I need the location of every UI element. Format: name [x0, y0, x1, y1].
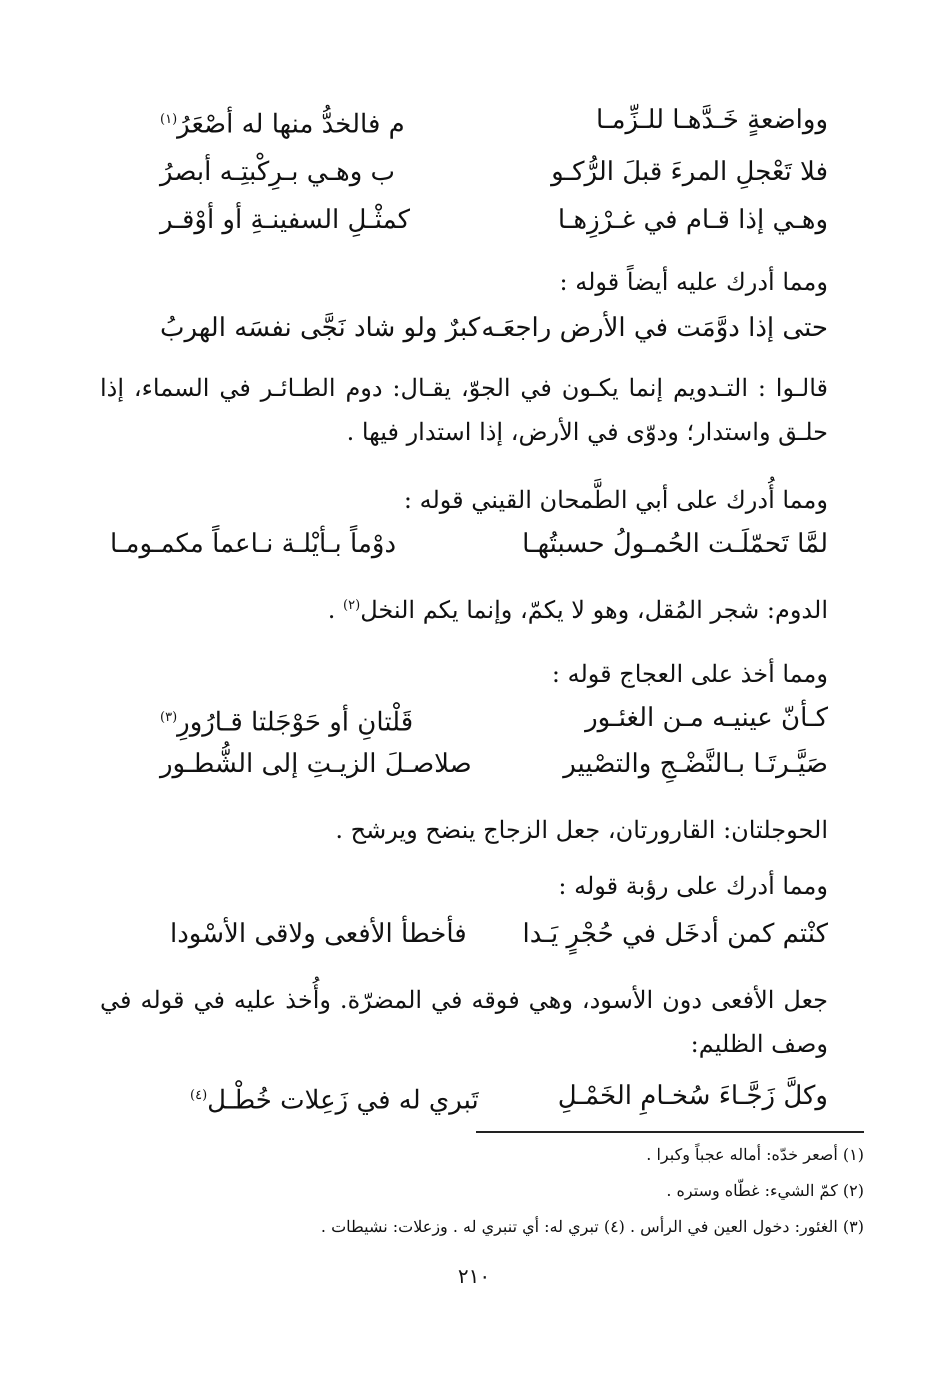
verse-hemistich-1: كـأنّ عينيـه مـن الغئـور	[585, 703, 828, 733]
verse-hemistich-2: ب وهـي بـرِكْبتِـه أبصرُ	[160, 157, 396, 187]
footnote: (٣) الغئور: دخول العين في الرأس . (٤) تبري له: أي تنبري له . وزعلات: نشيطات .	[320, 1217, 864, 1236]
verse-hemistich-2: صلاصـلَ الزيـتِ إلى الشُّطـور	[160, 749, 472, 779]
definition-line: الحوجلتان: القارورتان، جعل الزجاج ينضح ويرشح .	[335, 816, 828, 844]
intro-line: ومما أخذ على العجاج قوله :	[551, 660, 828, 688]
verse-hemistich-1: صَيَّـرتَـا بـالنَّضْـجِ والتصْيير	[563, 749, 828, 779]
verse-line	[160, 306, 828, 350]
commentary-paragraph: قالـوا : التـدويم إنما يكـون في الجوّ، يقـال: دوم الطـائـر في السماء، إذا حلـق واستدار؛ ودوّى في الأرض، إذا استدار فيها .	[100, 374, 828, 446]
footnote-marker: (٤)	[190, 1088, 208, 1103]
verse-line	[190, 1074, 828, 1123]
definition-line: الدوم: شجر المُقل، وهو لا يكمّ، وإنما يكم النخل$^{(٢)}$ .	[327, 596, 828, 624]
verse-line	[160, 742, 828, 786]
verse-hemistich-2: م فالخدُّ منها له أصْعَرُ$^{(١)}$	[160, 109, 405, 140]
verse-hemistich-1: فلا تَعْجلِ المرءَ قبلَ الرُّكـو	[551, 157, 828, 187]
verse-hemistich-2: قَلْتانِ أو حَوْجَلتا قـارُورِ$^{(٣)}$	[160, 707, 414, 738]
commentary-paragraph: جعل الأفعى دون الأسود، وهي فوقه في المضرّة. وأُخذ عليه في قوله في وصف الظليم:	[100, 986, 828, 1058]
intro-line: ومما أدرك عليه أيضاً قوله :	[559, 268, 828, 296]
verse-line	[160, 198, 828, 242]
verse-line	[110, 522, 828, 566]
verse-hemistich-1: وكلَّ زَجَّـاءَ سُخـامِ الخَمْـلِ	[557, 1081, 828, 1111]
verse-hemistich-2: كمثْـلِ السفينـةِ أو أوْقـر	[160, 205, 411, 235]
intro-line: ومما أُدرك على أبي الطَّمحان القيني قوله :	[403, 486, 828, 514]
verse-hemistich-2: تَبري له في زَعِلات خُطْـل$^{(٤)}$	[190, 1085, 479, 1116]
footnote-divider	[476, 1131, 864, 1133]
verse-line	[160, 150, 828, 194]
footnote: (٢) كمّ الشيء: غطّاه وستره .	[666, 1181, 864, 1200]
page-number: ٢١٠	[457, 1264, 491, 1288]
verse-hemistich-1: حتى إذا دوَّمَت في الأرض راجعَـه	[481, 313, 828, 343]
verse-hemistich-1: كنْتم كمن أدخَل في حُجْرٍ يَـدا	[522, 919, 828, 949]
footnote: (١) أصعر خدّه: أماله عجباً وكبرا .	[646, 1145, 864, 1164]
footnote-marker: (٢)	[343, 598, 361, 613]
verse-line	[160, 696, 828, 745]
verse-hemistich-1: لمَّا تَحمّلَـت الحُمـولُ حسبتُهـا	[522, 529, 828, 559]
verse-line	[160, 98, 828, 147]
verse-hemistich-1: وهـي إذا قـام في غـرْزِهـا	[557, 205, 828, 235]
verse-hemistich-2: فأخطأ الأفعى ولاقى الأسْودا	[170, 919, 467, 949]
verse-hemistich-2: كبرٌ ولو شاد نَجَّى نفسَه الهربُ	[160, 313, 481, 343]
verse-hemistich-1: وواضعةٍ خَـدَّهـا للـزِّمـا	[596, 105, 828, 135]
verse-hemistich-2: دوْماً بـأيْلـة نـاعماً مكمـومـا	[110, 529, 397, 559]
footnote-marker: (١)	[160, 112, 178, 127]
footnote-marker: (٣)	[160, 710, 178, 725]
intro-line: ومما أدرك على رؤبة قوله :	[558, 872, 828, 900]
verse-line	[170, 912, 828, 956]
